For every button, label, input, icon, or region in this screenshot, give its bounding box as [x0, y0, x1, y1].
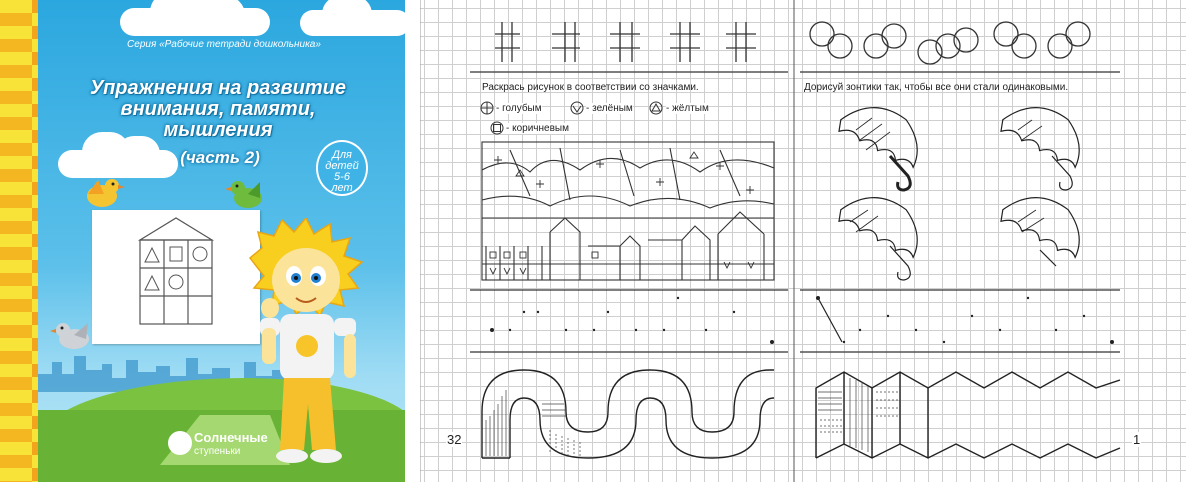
green-bird-icon — [226, 176, 272, 212]
umbrellas-icon — [834, 88, 1095, 280]
legend-yellow: - жёлтым — [666, 103, 709, 114]
age-line-1: Для — [332, 149, 352, 161]
right-instruction: Дорисуй зонтики так, чтобы все они стали одинаковыми. — [804, 82, 1069, 93]
dots-row — [490, 296, 1114, 344]
right-page-number: 1 — [1133, 432, 1141, 447]
paper-sheet — [92, 210, 260, 344]
legend-green: - зелёным — [586, 103, 633, 114]
left-page-number: 32 — [447, 432, 462, 447]
age-badge — [316, 140, 368, 196]
zigzag-hatch — [818, 378, 898, 452]
worksheet-drawings — [420, 0, 1186, 482]
legend-brown: - коричневым — [506, 123, 569, 134]
interlocking-circles-icon — [810, 22, 1090, 64]
age-line-3: 5-6 — [334, 171, 350, 183]
section-dividers — [420, 0, 1120, 482]
grey-bird-icon — [50, 315, 98, 355]
left-instruction: Раскрась рисунок в соответствии со значками. — [482, 82, 699, 93]
age-line-2: детей — [325, 160, 359, 172]
brand-name: Солнечные — [194, 430, 268, 445]
cover-title-line-1: Упражнения на развитие — [90, 77, 346, 99]
brand-sun-logo-icon — [168, 431, 192, 455]
house-grid-icon — [92, 210, 260, 344]
cover-part: (часть 2) — [180, 148, 260, 167]
legend-blue: - голубым — [496, 103, 542, 114]
book-cover — [0, 0, 405, 482]
coloring-picture — [482, 142, 774, 280]
cover-stripes — [0, 0, 38, 482]
wave-shape-icon — [482, 370, 774, 458]
cover-title — [48, 78, 388, 141]
series-label: Серия «Рабочие тетради дошкольника» — [127, 39, 321, 50]
coloring-marks — [490, 152, 754, 274]
workbook-spread — [420, 0, 1186, 482]
cover-title-line-3: мышления — [163, 119, 273, 141]
cover-title-line-2: внимания, памяти, — [120, 98, 316, 120]
hash-symbols-icon — [495, 22, 756, 62]
age-line-4: лет — [331, 182, 353, 194]
brand-subname: ступеньки — [194, 446, 241, 457]
zigzag-band-icon — [816, 372, 1120, 458]
yellow-bird-icon — [78, 172, 126, 212]
